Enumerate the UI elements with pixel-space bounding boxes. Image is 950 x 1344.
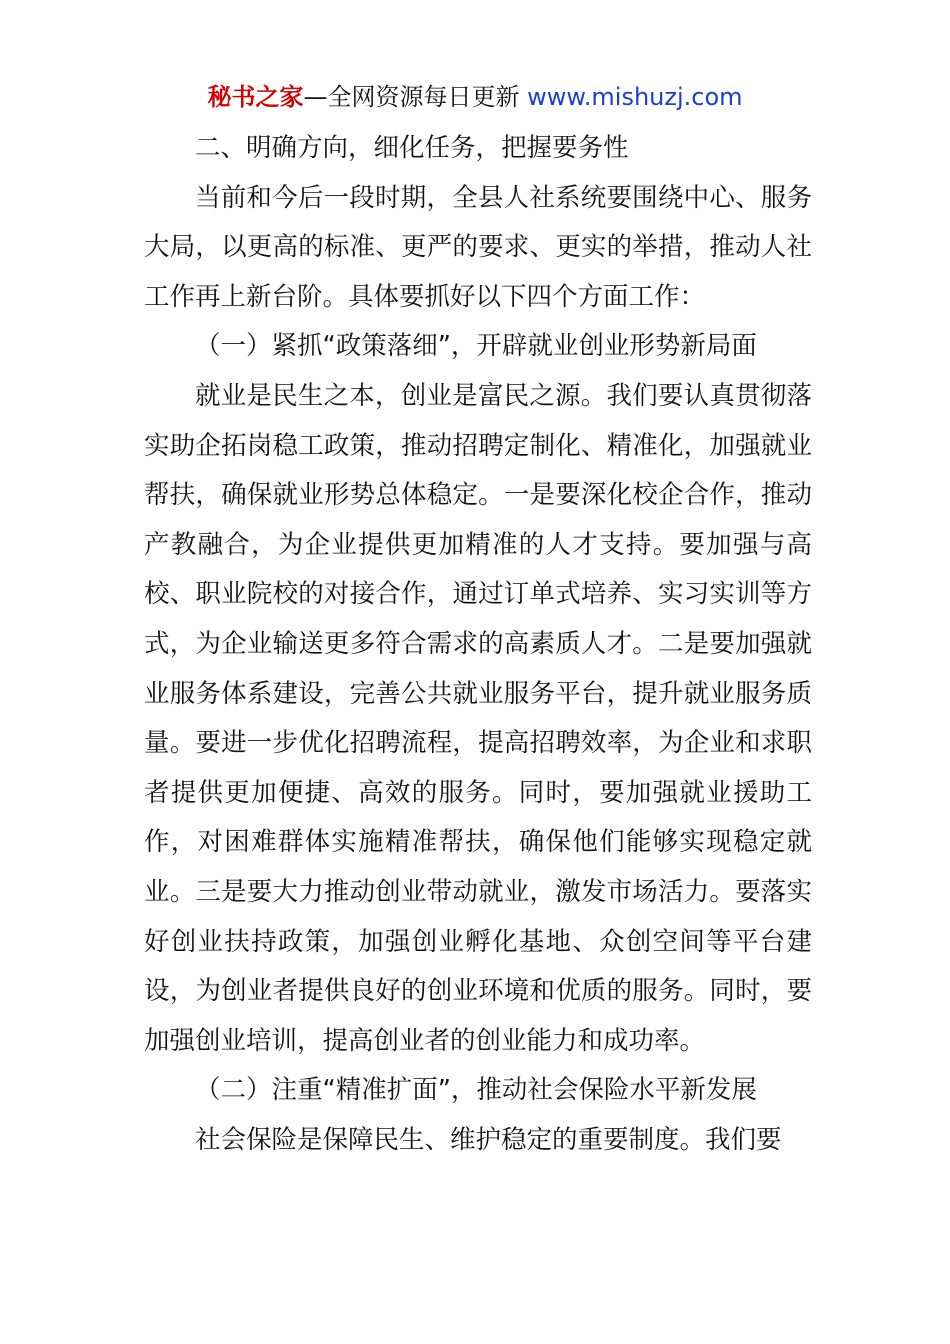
section-heading: 二、明确方向，细化任务，把握要务性 — [195, 133, 629, 163]
sub-heading-1: （一）紧抓“政策落细”，开辟就业创业形势新局面 — [195, 331, 757, 362]
banner-tagline: —全网资源每日更新 — [303, 83, 528, 111]
intro-paragraph: 当前和今后一段时期，全县人社系统要围绕中心、服务大局，以更高的标准、更严的要求、更实的举措，推动人社工作再上新台阶。具体要抓好以下四个方面工作： — [144, 182, 812, 312]
banner-url-link[interactable]: www.mishuzj.com — [527, 83, 743, 111]
paragraph-2: 社会保险是保障民生、维护稳定的重要制度。我们要 — [195, 1124, 782, 1155]
site-banner — [0, 80, 950, 114]
paragraph-1: 就业是民生之本，创业是富民之源。我们要认真贯彻落实助企拓岗稳工政策，推动招聘定制化、精准化，加强就业帮扶，确保就业形势总体稳定。一是要深化校企合作，推动产教融合，为企业提供更加精准的人才支持。要加强与高校、职业院校的对接合作，通过订单式培养、实习实训等方式，为企业输送更多符合需求的高素质人才。二是要加强就业服务体系建设，完善公共就业服务平台，提升就业服务质量。要进一步优化招聘流程，提高招聘效率，为企业和求职者提供更加便捷、高效的服务。同时，要加强就业援助工作，对困难群体实施精准帮扶，确保他们能够实现稳定就业。三是要大力推动创业带动就业，激发市场活力。要落实好创业扶持政策，加强创业孵化基地、众创空间等平台建设，为创业者提供良好的创业环境和优质的服务。同时，要加强创业培训，提高创业者的创业能力和成功率。 — [144, 380, 812, 1056]
brand-name: 秘书之家 — [207, 83, 304, 111]
document-body — [144, 124, 812, 1165]
sub-heading-2: （二）注重“精准扩面”，推动社会保险水平新发展 — [195, 1075, 757, 1106]
